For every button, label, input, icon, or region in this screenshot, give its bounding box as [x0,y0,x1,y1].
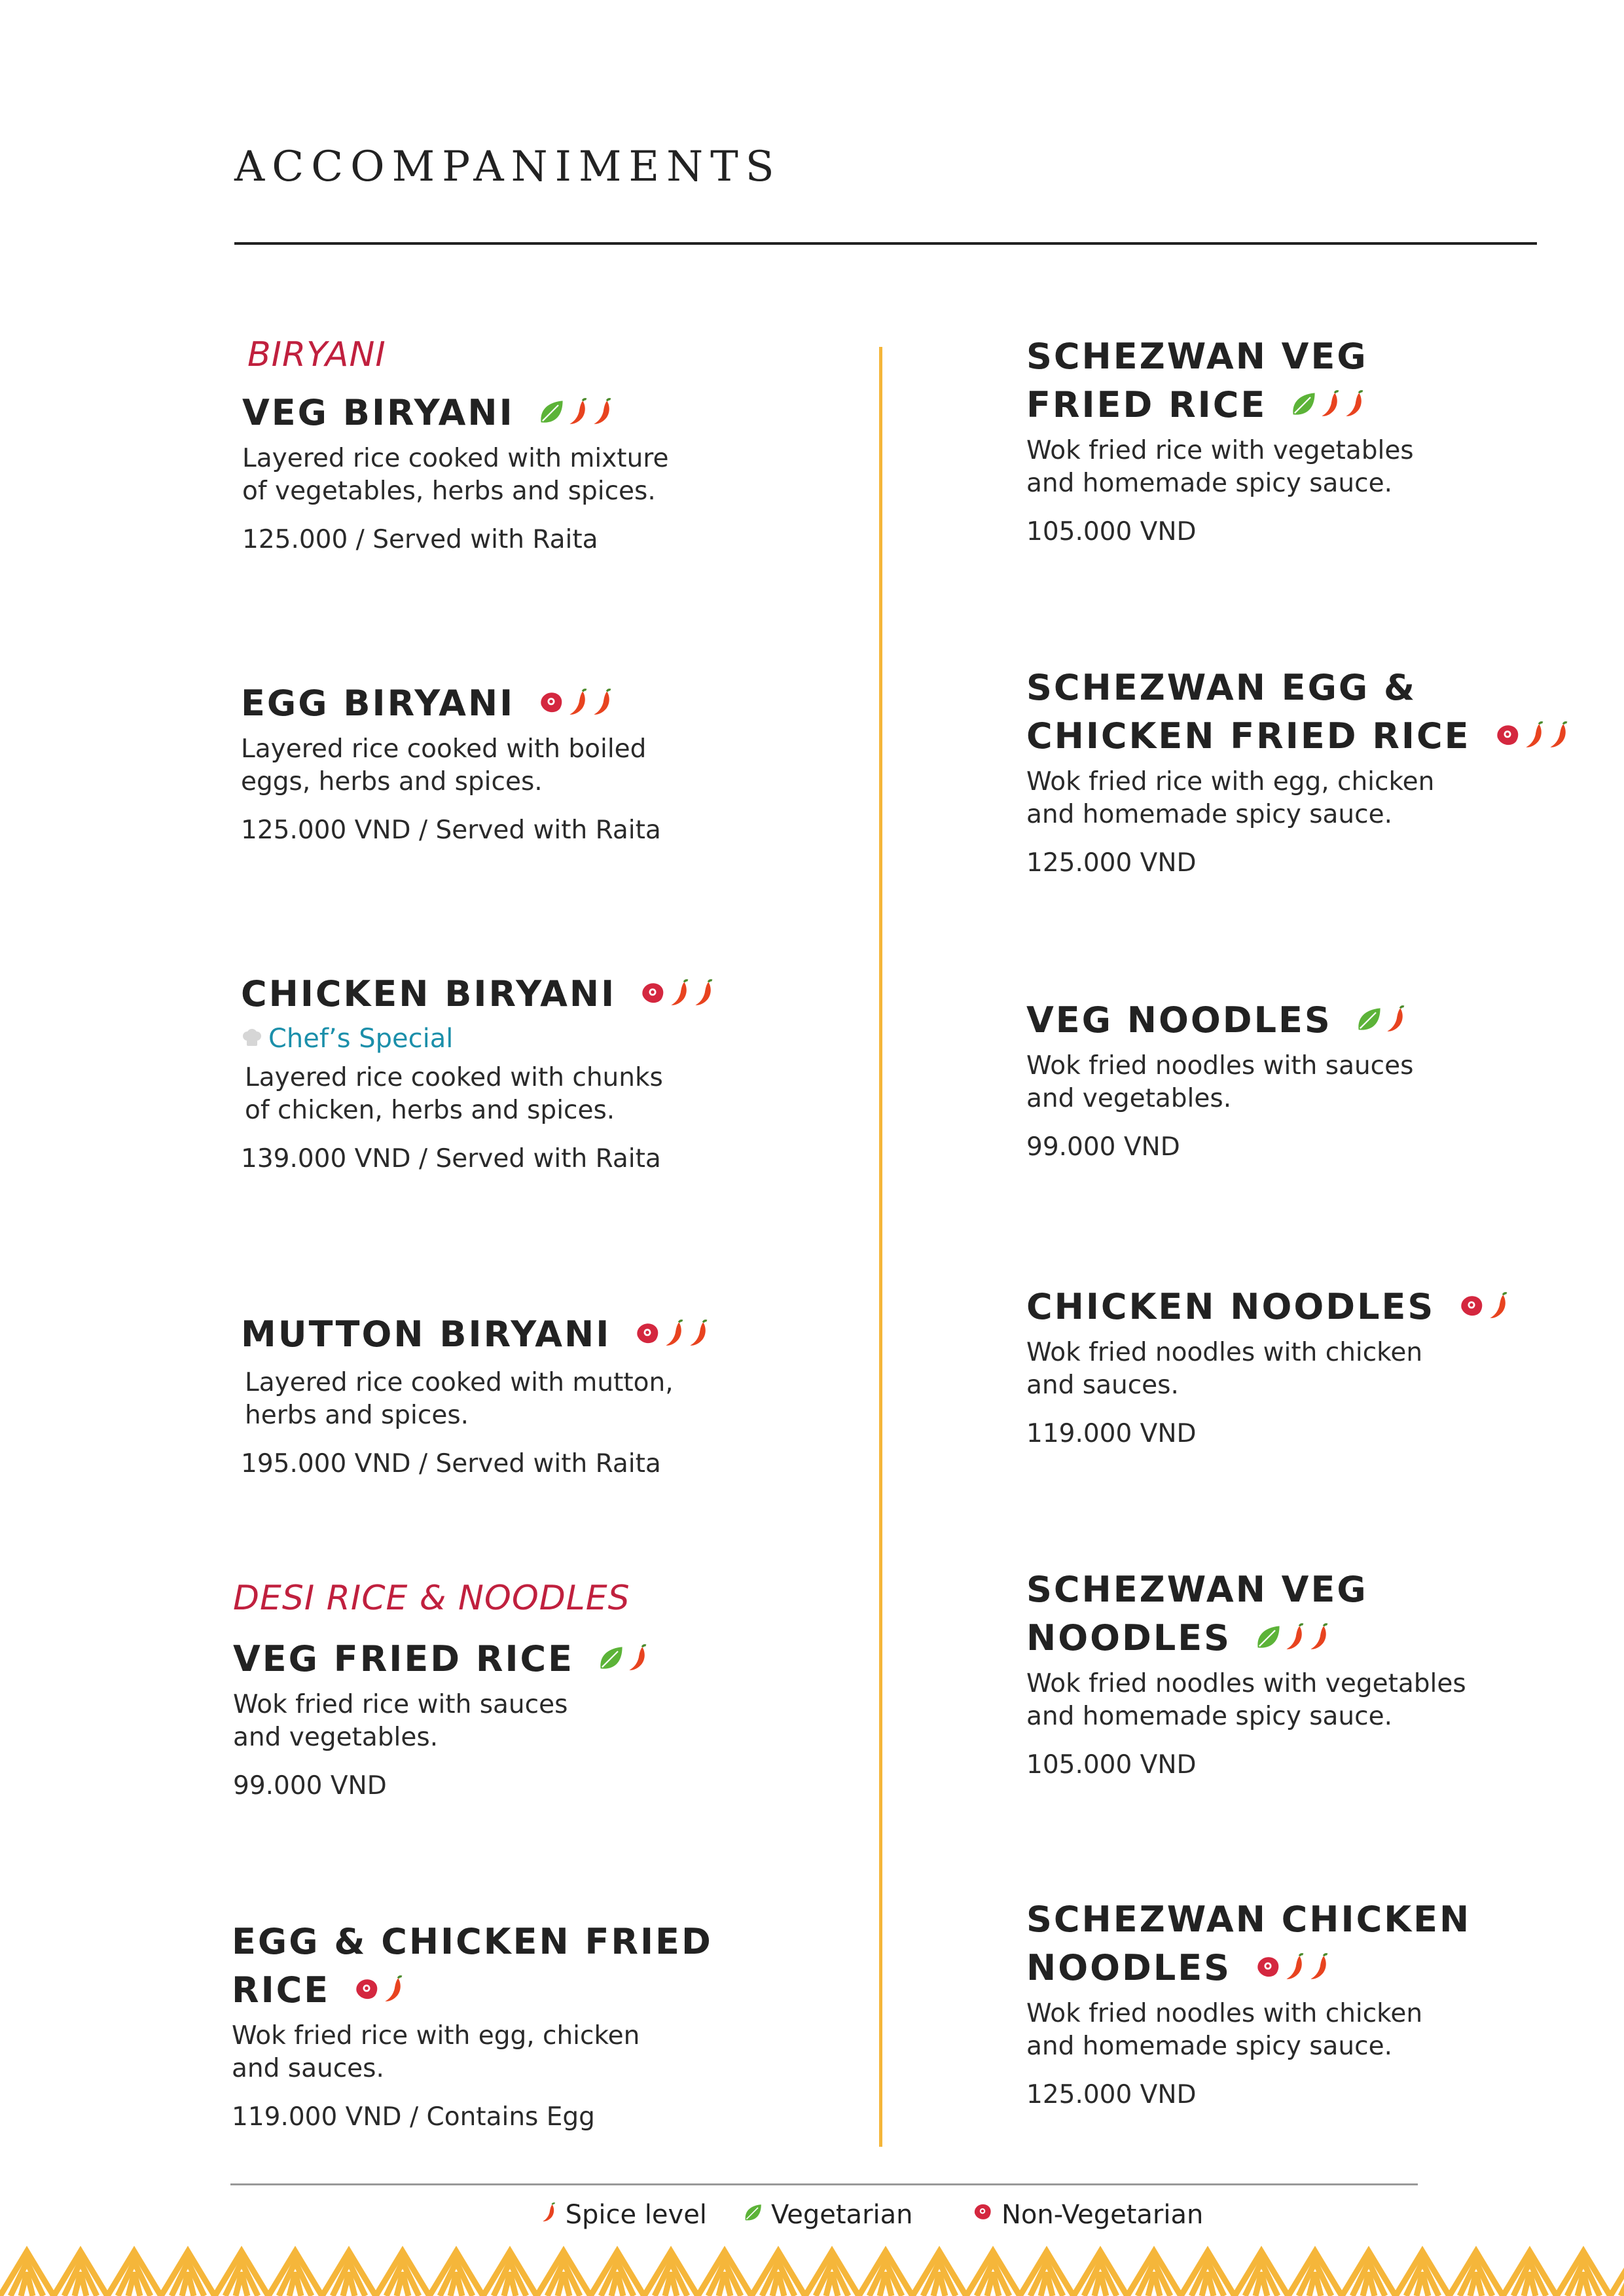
chefs-special-badge [241,1022,817,1055]
meat-icon [1493,721,1522,750]
page-title: ACCOMPANIMENTS [234,143,782,191]
item-description: Layered rice cooked with boiled eggs, herbs and spices. [241,734,647,797]
legend-nonveg-label: Non-Vegetarian [1001,2200,1204,2230]
item-name: EGG BIRYANI [241,678,817,726]
item-price: 105.000 VND [1026,517,1197,547]
column-divider [879,347,882,2147]
item-name: CHICKEN BIRYANI [241,969,817,1017]
item-name: VEG BIRYANI [242,387,818,436]
section-desi [233,1579,630,1626]
item-name: EGG & CHICKEN FRIED RICE [232,1921,713,2011]
chili-icon [1308,1953,1331,1982]
chili-icon [591,398,614,427]
item-icons [537,678,615,724]
item-description: Wok fried noodles with vegetables and homemade spicy sauce. [1026,1669,1466,1731]
chili-icon [567,689,590,717]
chili-icon [693,979,715,1008]
menu-item-veg-noodles [1026,995,1602,1164]
item-price: 119.000 VND / Contains Egg [232,2102,595,2132]
chili-icon [1308,1623,1331,1652]
meat-icon [638,979,667,1008]
item-icons [596,1634,651,1679]
leaf-icon [742,2202,763,2223]
item-icons [1254,1943,1332,1988]
chili-icon [1319,390,1342,419]
chili-icon [382,1975,405,2004]
legend [0,2197,1624,2236]
item-price: 125.000 VND [1026,848,1197,878]
item-icons [633,1309,712,1355]
item-description: Layered rice cooked with chunks of chicken, herbs and spices. [245,1063,663,1125]
menu-item-schezwan-veg-noodles [1026,1567,1602,1782]
item-icons [1493,711,1572,757]
meat-icon [1457,1292,1486,1321]
meat-icon [633,1319,662,1348]
chili-icon [1284,1623,1307,1652]
item-price: 139.000 VND / Served with Raita [241,1144,661,1174]
chili-icon [541,2202,558,2223]
chili-icon [663,1319,686,1348]
chili-icon [1547,721,1570,750]
menu-item-egg-biryani [241,678,817,847]
section-title-desi: DESI RICE & NOODLES [233,1579,630,1618]
item-icons [638,969,717,1014]
item-icons [1354,995,1409,1041]
item-description: Wok fried noodles with sauces and vegetables. [1026,1051,1414,1113]
item-name: SCHEZWAN EGG & CHICKEN FRIED RICE [1026,665,1615,759]
legend-veg [742,2197,912,2233]
meat-icon [971,2197,1001,2233]
legend-divider [230,2183,1418,2185]
chili-icon [1384,1005,1407,1034]
menu-item-schezwan-veg-fried-rice [1026,334,1602,548]
item-description: Layered rice cooked with mutton, herbs and spices. [245,1368,674,1430]
item-icons [537,387,615,433]
footer-zigzag-pattern [0,2244,1624,2296]
leaf-icon [596,1644,625,1673]
meat-icon [537,689,566,717]
menu-item-chicken-noodles [1026,1282,1602,1450]
chili-icon [626,1644,649,1673]
menu-item-veg-fried-rice [233,1634,809,1803]
item-description: Wok fried rice with vegetables and homemade spicy sauce. [1026,436,1414,498]
menu-item-chicken-biryani [241,969,817,1175]
item-name: VEG FRIED RICE [233,1634,809,1682]
section-title-biryani: BIRYANI [247,335,386,374]
leaf-icon [1289,390,1318,419]
chili-icon [687,1319,710,1348]
chili-icon [541,2197,566,2233]
legend-spice-label: Spice level [565,2200,707,2230]
chili-icon [1523,721,1546,750]
item-price: 125.000 / Served with Raita [242,525,598,554]
menu-item-schezwan-chicken-noodles [1026,1897,1602,2111]
item-icons [1457,1282,1511,1327]
item-name: CHICKEN NOODLES [1026,1282,1602,1330]
chili-icon [1284,1953,1307,1982]
item-price: 125.000 VND / Served with Raita [241,816,661,845]
item-icons [1254,1613,1332,1659]
item-name: SCHEZWAN VEG FRIED RICE [1026,336,1368,425]
meat-icon [352,1975,381,2004]
item-price: 99.000 VND [233,1771,387,1801]
item-icons [1289,380,1367,425]
menu-item-mutton-biryani [241,1309,817,1480]
meat-icon [971,2201,994,2223]
leaf-icon [742,2197,771,2233]
chili-icon [567,398,590,427]
item-description: Layered rice cooked with mixture of vegetables, herbs and spices. [242,444,669,506]
chili-icon [1487,1292,1510,1321]
item-price: 125.000 VND [1026,2080,1197,2109]
menu-item-egg-chicken-fried-rice [232,1919,808,2134]
item-name: MUTTON BIRYANI [241,1309,817,1357]
legend-spice [541,2197,707,2233]
chili-icon [668,979,691,1008]
chef-hat-icon [241,1028,263,1050]
leaf-icon [1354,1005,1383,1034]
legend-nonveg [971,2197,1203,2233]
menu-item-schezwan-egg-chicken-fried-rice [1026,665,1615,880]
item-price: 119.000 VND [1026,1419,1197,1448]
item-price: 105.000 VND [1026,1750,1197,1780]
chili-icon [1343,390,1366,419]
item-name: VEG NOODLES [1026,995,1602,1043]
item-name: SCHEZWAN CHICKEN NOODLES [1026,1899,1471,1988]
item-price: 99.000 VND [1026,1132,1180,1162]
item-description: Wok fried noodles with chicken and sauces. [1026,1338,1423,1400]
menu-item-veg-biryani [242,387,818,556]
leaf-icon [1254,1623,1282,1652]
item-price: 195.000 VND / Served with Raita [241,1449,661,1479]
item-description: Wok fried rice with sauces and vegetables. [233,1690,568,1752]
item-description: Wok fried rice with egg, chicken and sauces. [232,2021,640,2083]
legend-veg-label: Vegetarian [771,2200,913,2230]
chili-icon [591,689,614,717]
section-biryani [247,335,386,382]
chefs-special-label: Chef’s Special [268,1024,454,1054]
item-icons [352,1965,406,2011]
item-name: SCHEZWAN VEG NOODLES [1026,1569,1368,1659]
meat-icon [1254,1953,1282,1982]
title-divider [234,242,1537,245]
item-description: Wok fried rice with egg, chicken and homemade spicy sauce. [1026,767,1435,829]
leaf-icon [537,398,566,427]
item-description: Wok fried noodles with chicken and homemade spicy sauce. [1026,1999,1423,2061]
